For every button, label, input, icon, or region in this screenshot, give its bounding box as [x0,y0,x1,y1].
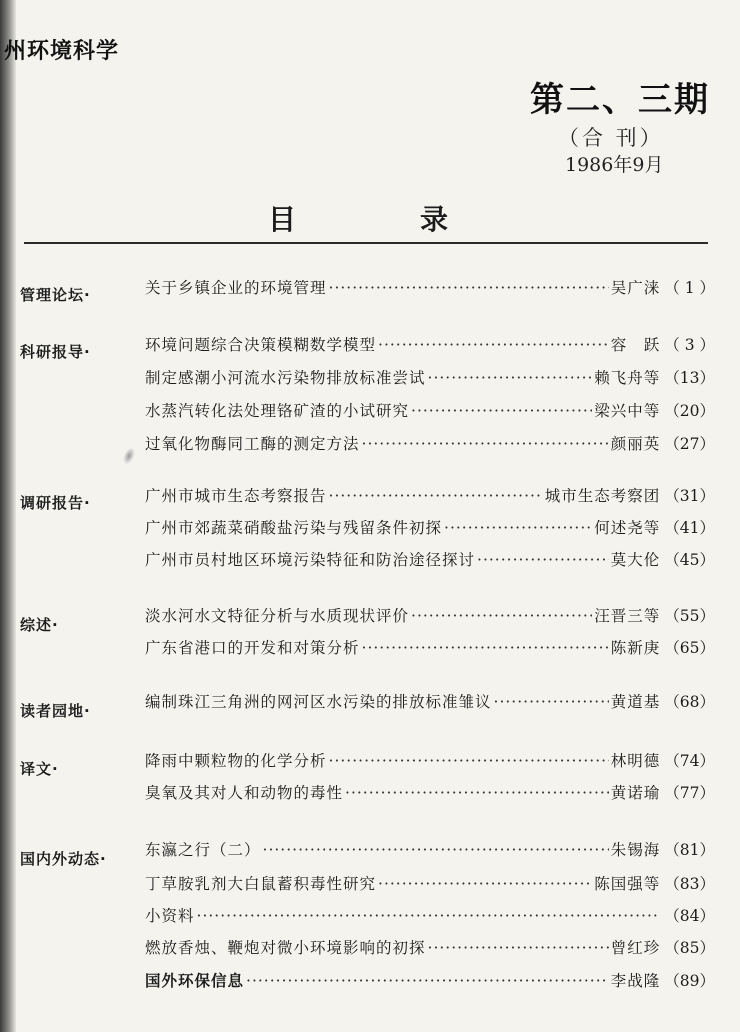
entry-author: 黄诺瑜 [610,784,661,802]
entry-author: 陈国强等 [594,875,661,893]
entry-page: （83） [664,875,715,893]
issue-number: 第二、三期 [530,80,710,120]
entry-author: 林明德 [610,752,661,770]
toc-entry[interactable] [145,872,715,896]
section-label: 调研报告· [20,494,91,512]
leader-dots [444,519,592,537]
toc-entry[interactable] [145,838,715,862]
toc-entry[interactable] [145,366,715,390]
entry-title: 燃放香烛、鞭炮对微小环境影响的初探 [145,939,426,957]
toc-entry[interactable] [145,276,715,300]
entry-page: （13） [664,369,715,387]
entry-page: （55） [664,607,715,625]
entry-author: 容 跃 [610,336,661,354]
entry-page: （74） [664,752,715,770]
entry-title: 水蒸汽转化法处理铬矿渣的小试研究 [145,402,410,420]
entry-page: （31） [664,487,715,505]
entry-title: 环境问题综合决策模糊数学模型 [145,336,377,354]
entry-page: （ 3 ） [664,336,715,354]
entry-author: 莫大伦 [610,551,661,569]
entry-author: 梁兴中等 [594,402,661,420]
leader-dots [378,875,592,893]
section-label: 科研报导· [20,343,91,361]
entry-title: 降雨中颗粒物的化学分析 [145,752,327,770]
toc-entry[interactable] [145,936,715,960]
entry-author: 朱锡海 [610,841,661,859]
entry-author: 曾红珍 [610,939,661,957]
entry-title: 制定感潮小河流水污染物排放标准尝试 [145,369,426,387]
entry-title: 国外环保信息 [145,972,245,990]
toc-entry[interactable] [145,548,715,572]
entry-title: 丁草胺乳剂大白鼠蓄积毒性研究 [145,875,377,893]
leader-dots [329,752,609,770]
toc-heading-char-1: 目 [268,203,297,236]
entry-author: 汪晋三等 [594,607,661,625]
leader-dots [411,402,592,420]
heading-rule [24,242,708,244]
toc-entry[interactable] [145,604,715,628]
section-label: 综述· [20,616,59,634]
entry-author: 李战隆 [610,972,661,990]
leader-dots [378,336,609,354]
entry-page: （84） [664,907,715,925]
entry-title: 淡水河水文特征分析与水质现状评价 [145,607,410,625]
entry-author: 城市生态考察团 [544,487,661,505]
journal-title: 州环境科学 [4,39,120,64]
entry-page: （89） [664,972,715,990]
entry-author: 陈新庚 [610,639,661,657]
entry-author: 黄道基 [610,693,661,711]
entry-page: （81） [664,841,715,859]
entry-title: 东瀛之行（二） [145,841,261,859]
entry-page: （77） [664,784,715,802]
entry-author: 颜丽英 [610,435,661,453]
leader-dots [362,639,609,657]
toc-entry[interactable] [145,904,715,928]
toc-entry[interactable] [145,432,715,456]
binding-spine-shadow [0,0,16,1032]
entry-title: 广州市城市生态考察报告 [145,487,327,505]
entry-author: 赖飞舟等 [594,369,661,387]
entry-page: （65） [664,639,715,657]
entry-title: 广东省港口的开发和对策分析 [145,639,360,657]
entry-title: 臭氧及其对人和动物的毒性 [145,784,344,802]
leader-dots [411,607,592,625]
entry-author: 吴广涞 [610,279,661,297]
toc-entry[interactable] [145,749,715,773]
entry-title: 编制珠江三角洲的网河区水污染的排放标准雏议 [145,693,492,711]
entry-author: 何述尧等 [594,519,661,537]
section-label: 管理论坛· [20,286,91,304]
section-label: 国内外动态· [20,850,107,868]
section-label: 读者园地· [20,702,91,720]
entry-page: （ 1 ） [664,279,715,297]
entry-page: （68） [664,693,715,711]
entry-page: （45） [664,551,715,569]
toc-heading [268,198,448,238]
issue-note: （合 刊） [558,126,664,150]
toc-entry[interactable] [145,399,715,423]
toc-entry[interactable] [145,484,715,508]
toc-entry[interactable] [145,333,715,357]
leader-dots [263,841,609,859]
leader-dots [477,551,609,569]
section-label: 译文· [20,760,59,778]
toc-entry[interactable] [145,969,715,993]
entry-title: 过氧化物酶同工酶的测定方法 [145,435,360,453]
leader-dots [362,435,609,453]
entry-page: （27） [664,435,715,453]
leader-dots [329,279,609,297]
entry-page: （41） [664,519,715,537]
toc-entry[interactable] [145,690,715,714]
entry-title: 关于乡镇企业的环境管理 [145,279,327,297]
leader-dots [246,972,609,990]
entry-page: （85） [664,939,715,957]
leader-dots [329,487,543,505]
entry-title: 广州市员村地区环境污染特征和防治途径探讨 [145,551,476,569]
leader-dots [428,369,593,387]
leader-dots [345,784,609,802]
entry-page: （20） [664,402,715,420]
toc-entry[interactable] [145,516,715,540]
issue-date: 1986年9月 [565,154,664,176]
toc-entry[interactable] [145,636,715,660]
entry-title: 小资料 [145,907,195,925]
leader-dots [494,693,609,711]
toc-heading-char-2: 录 [419,203,448,236]
toc-entry[interactable] [145,781,715,805]
entry-title: 广州市郊蔬菜硝酸盐污染与残留条件初探 [145,519,443,537]
ink-smudge [121,446,138,467]
leader-dots [428,939,609,957]
leader-dots [197,907,659,925]
